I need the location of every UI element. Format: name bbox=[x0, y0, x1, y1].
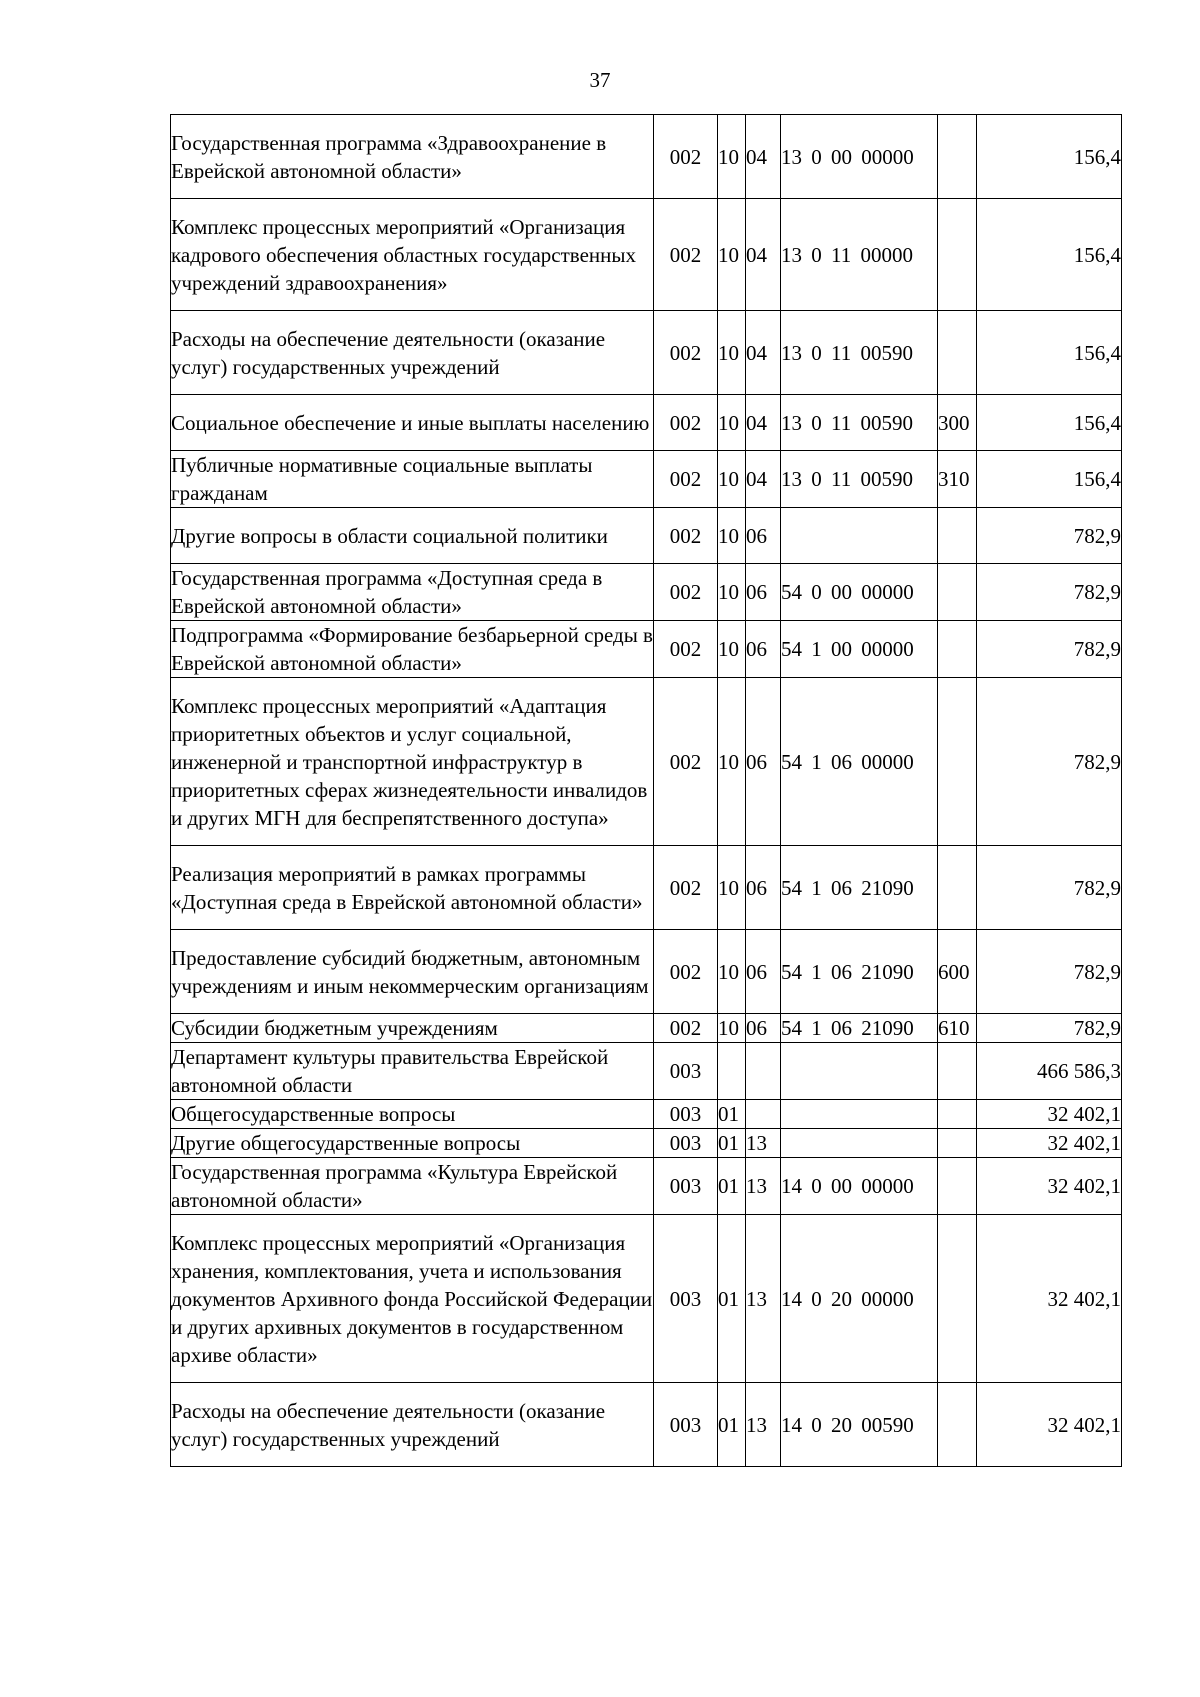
table-row bbox=[171, 311, 1122, 395]
target-article-code: 54 1 06 21090 bbox=[781, 846, 938, 930]
amount: 782,9 bbox=[977, 1014, 1122, 1043]
amount: 32 402,1 bbox=[977, 1383, 1122, 1467]
table-row bbox=[171, 451, 1122, 508]
budget-table bbox=[170, 114, 1122, 1467]
expense-type-code bbox=[938, 1158, 977, 1215]
amount: 782,9 bbox=[977, 621, 1122, 678]
target-article-code: 14 0 00 00000 bbox=[781, 1158, 938, 1215]
row-name: Общегосударственные вопросы bbox=[171, 1100, 654, 1129]
table-row bbox=[171, 199, 1122, 311]
subsection-code: 06 bbox=[746, 621, 781, 678]
ved-code: 003 bbox=[654, 1100, 718, 1129]
target-article-code: 13 0 11 00590 bbox=[781, 395, 938, 451]
subsection-code: 04 bbox=[746, 311, 781, 395]
section-code: 10 bbox=[718, 199, 746, 311]
target-article-code: 14 0 20 00590 bbox=[781, 1383, 938, 1467]
subsection-code: 13 bbox=[746, 1215, 781, 1383]
subsection-code: 13 bbox=[746, 1383, 781, 1467]
expense-type-code bbox=[938, 621, 977, 678]
page-number: 37 bbox=[589, 68, 611, 92]
subsection-code: 06 bbox=[746, 1014, 781, 1043]
target-article-code: 13 0 11 00590 bbox=[781, 451, 938, 508]
ved-code: 002 bbox=[654, 621, 718, 678]
table-row bbox=[171, 1043, 1122, 1100]
subsection-code: 06 bbox=[746, 564, 781, 621]
target-article-code bbox=[781, 1100, 938, 1129]
target-article-code: 54 0 00 00000 bbox=[781, 564, 938, 621]
expense-type-code bbox=[938, 564, 977, 621]
ved-code: 002 bbox=[654, 1014, 718, 1043]
row-name: Комплекс процессных мероприятий «Организация хранения, комплектования, учета и использования документов Архивного фонда Российской Федерации и других архивных документов в государственном архиве области» bbox=[171, 1215, 654, 1383]
table-row bbox=[171, 564, 1122, 621]
amount: 782,9 bbox=[977, 678, 1122, 846]
ved-code: 002 bbox=[654, 564, 718, 621]
subsection-code: 06 bbox=[746, 930, 781, 1014]
section-code: 10 bbox=[718, 1014, 746, 1043]
expense-type-code bbox=[938, 508, 977, 564]
target-article-code: 54 1 06 00000 bbox=[781, 678, 938, 846]
row-name: Публичные нормативные социальные выплаты гражданам bbox=[171, 451, 654, 508]
section-code: 10 bbox=[718, 930, 746, 1014]
subsection-code: 06 bbox=[746, 846, 781, 930]
ved-code: 002 bbox=[654, 678, 718, 846]
target-article-code bbox=[781, 1129, 938, 1158]
table-row bbox=[171, 930, 1122, 1014]
amount: 156,4 bbox=[977, 115, 1122, 199]
section-code: 10 bbox=[718, 621, 746, 678]
row-name: Подпрограмма «Формирование безбарьерной среды в Еврейской автономной области» bbox=[171, 621, 654, 678]
ved-code: 003 bbox=[654, 1215, 718, 1383]
ved-code: 002 bbox=[654, 199, 718, 311]
table-row bbox=[171, 1158, 1122, 1215]
section-code: 10 bbox=[718, 115, 746, 199]
ved-code: 003 bbox=[654, 1043, 718, 1100]
expense-type-code bbox=[938, 1043, 977, 1100]
target-article-code: 54 1 00 00000 bbox=[781, 621, 938, 678]
row-name: Предоставление субсидий бюджетным, автономным учреждениям и иным некоммерческим организациям bbox=[171, 930, 654, 1014]
section-code: 10 bbox=[718, 564, 746, 621]
ved-code: 002 bbox=[654, 846, 718, 930]
expense-type-code bbox=[938, 1129, 977, 1158]
target-article-code: 13 0 00 00000 bbox=[781, 115, 938, 199]
section-code: 01 bbox=[718, 1100, 746, 1129]
expense-type-code bbox=[938, 115, 977, 199]
ved-code: 002 bbox=[654, 115, 718, 199]
target-article-code: 13 0 11 00590 bbox=[781, 311, 938, 395]
amount: 156,4 bbox=[977, 199, 1122, 311]
row-name: Государственная программа «Культура Еврейской автономной области» bbox=[171, 1158, 654, 1215]
subsection-code: 04 bbox=[746, 115, 781, 199]
table-row bbox=[171, 1014, 1122, 1043]
subsection-code: 06 bbox=[746, 678, 781, 846]
expense-type-code bbox=[938, 1100, 977, 1129]
expense-type-code bbox=[938, 1215, 977, 1383]
table-row bbox=[171, 621, 1122, 678]
table-row bbox=[171, 395, 1122, 451]
table-row bbox=[171, 846, 1122, 930]
section-code: 01 bbox=[718, 1129, 746, 1158]
table-body bbox=[171, 115, 1122, 1467]
subsection-code: 04 bbox=[746, 199, 781, 311]
row-name: Реализация мероприятий в рамках программы «Доступная среда в Еврейской автономной области» bbox=[171, 846, 654, 930]
row-name: Другие общегосударственные вопросы bbox=[171, 1129, 654, 1158]
section-code: 01 bbox=[718, 1383, 746, 1467]
row-name: Расходы на обеспечение деятельности (оказание услуг) государственных учреждений bbox=[171, 311, 654, 395]
section-code bbox=[718, 1043, 746, 1100]
row-name: Другие вопросы в области социальной политики bbox=[171, 508, 654, 564]
ved-code: 002 bbox=[654, 311, 718, 395]
expense-type-code: 300 bbox=[938, 395, 977, 451]
section-code: 10 bbox=[718, 451, 746, 508]
expense-type-code: 610 bbox=[938, 1014, 977, 1043]
row-name: Государственная программа «Здравоохранение в Еврейской автономной области» bbox=[171, 115, 654, 199]
row-name: Субсидии бюджетным учреждениям bbox=[171, 1014, 654, 1043]
subsection-code bbox=[746, 1043, 781, 1100]
amount: 32 402,1 bbox=[977, 1100, 1122, 1129]
expense-type-code: 310 bbox=[938, 451, 977, 508]
table-row bbox=[171, 1100, 1122, 1129]
amount: 32 402,1 bbox=[977, 1129, 1122, 1158]
table-row bbox=[171, 1383, 1122, 1467]
expense-type-code bbox=[938, 846, 977, 930]
subsection-code: 13 bbox=[746, 1129, 781, 1158]
target-article-code: 54 1 06 21090 bbox=[781, 930, 938, 1014]
expense-type-code bbox=[938, 199, 977, 311]
ved-code: 003 bbox=[654, 1383, 718, 1467]
section-code: 01 bbox=[718, 1215, 746, 1383]
ved-code: 002 bbox=[654, 395, 718, 451]
subsection-code bbox=[746, 1100, 781, 1129]
amount: 32 402,1 bbox=[977, 1215, 1122, 1383]
ved-code: 003 bbox=[654, 1158, 718, 1215]
section-code: 10 bbox=[718, 678, 746, 846]
section-code: 10 bbox=[718, 395, 746, 451]
row-name: Социальное обеспечение и иные выплаты населению bbox=[171, 395, 654, 451]
row-name: Комплекс процессных мероприятий «Организация кадрового обеспечения областных государственных учреждений здравоохранения» bbox=[171, 199, 654, 311]
amount: 466 586,3 bbox=[977, 1043, 1122, 1100]
ved-code: 003 bbox=[654, 1129, 718, 1158]
ved-code: 002 bbox=[654, 451, 718, 508]
ved-code: 002 bbox=[654, 930, 718, 1014]
target-article-code bbox=[781, 508, 938, 564]
section-code: 10 bbox=[718, 311, 746, 395]
table-row bbox=[171, 508, 1122, 564]
table-row bbox=[171, 678, 1122, 846]
subsection-code: 13 bbox=[746, 1158, 781, 1215]
amount: 782,9 bbox=[977, 508, 1122, 564]
ved-code: 002 bbox=[654, 508, 718, 564]
expense-type-code bbox=[938, 1383, 977, 1467]
section-code: 01 bbox=[718, 1158, 746, 1215]
subsection-code: 06 bbox=[746, 508, 781, 564]
amount: 156,4 bbox=[977, 311, 1122, 395]
amount: 782,9 bbox=[977, 846, 1122, 930]
expense-type-code bbox=[938, 678, 977, 846]
subsection-code: 04 bbox=[746, 395, 781, 451]
target-article-code: 54 1 06 21090 bbox=[781, 1014, 938, 1043]
amount: 156,4 bbox=[977, 395, 1122, 451]
section-code: 10 bbox=[718, 846, 746, 930]
amount: 32 402,1 bbox=[977, 1158, 1122, 1215]
table-row bbox=[171, 1129, 1122, 1158]
expense-type-code: 600 bbox=[938, 930, 977, 1014]
target-article-code bbox=[781, 1043, 938, 1100]
row-name: Расходы на обеспечение деятельности (оказание услуг) государственных учреждений bbox=[171, 1383, 654, 1467]
amount: 782,9 bbox=[977, 930, 1122, 1014]
target-article-code: 14 0 20 00000 bbox=[781, 1215, 938, 1383]
section-code: 10 bbox=[718, 508, 746, 564]
row-name: Департамент культуры правительства Еврейской автономной области bbox=[171, 1043, 654, 1100]
row-name: Комплекс процессных мероприятий «Адаптация приоритетных объектов и услуг социальной, инженерной и транспортной инфраструктур в приоритетных сферах жизнедеятельности инвалидов и других МГН для беспрепятственного доступа» bbox=[171, 678, 654, 846]
subsection-code: 04 bbox=[746, 451, 781, 508]
amount: 156,4 bbox=[977, 451, 1122, 508]
table-row bbox=[171, 1215, 1122, 1383]
amount: 782,9 bbox=[977, 564, 1122, 621]
target-article-code: 13 0 11 00000 bbox=[781, 199, 938, 311]
table-row bbox=[171, 115, 1122, 199]
expense-type-code bbox=[938, 311, 977, 395]
row-name: Государственная программа «Доступная среда в Еврейской автономной области» bbox=[171, 564, 654, 621]
